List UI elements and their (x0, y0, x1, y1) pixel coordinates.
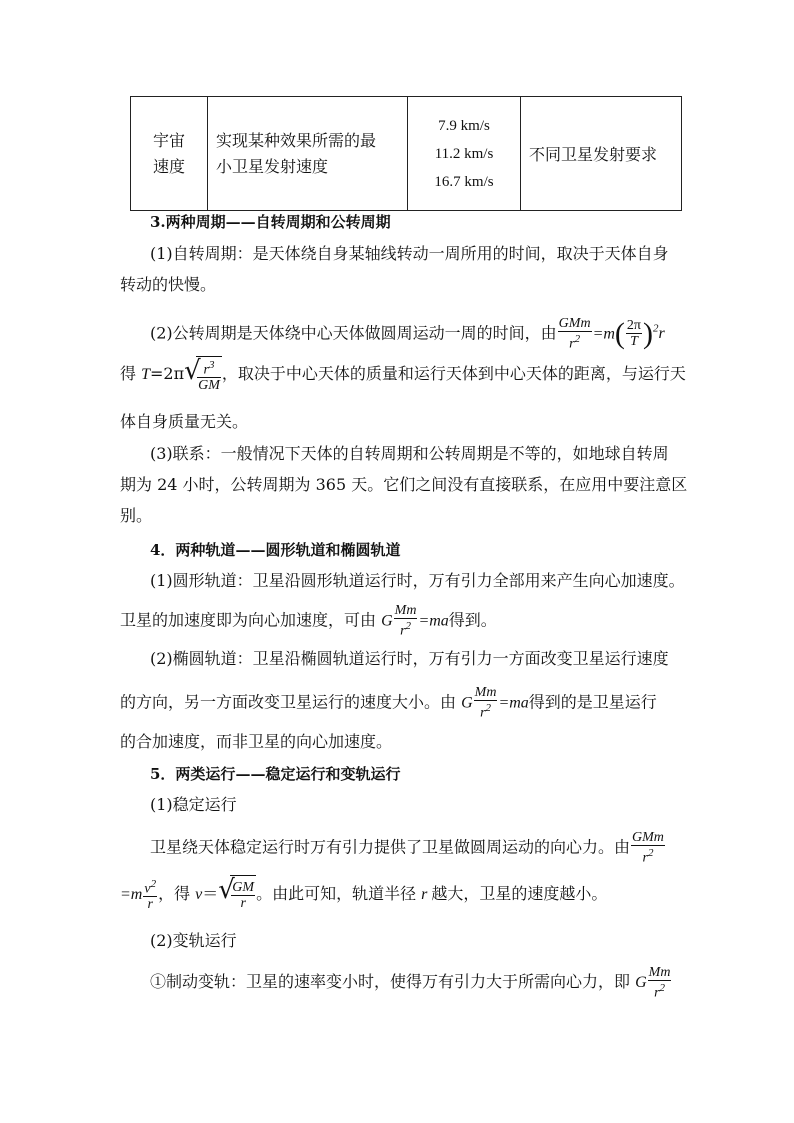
table-cell-note (521, 97, 682, 211)
speed-value: 16.7 km/s (434, 173, 494, 190)
formula-text: T (141, 366, 150, 384)
paragraph-line: (3)联系：一般情况下天体的自转周期和公转周期是不等的，如地球自转周 (150, 444, 669, 463)
paragraph-text: ，取决于中心天体的质量和运行天体到中心天体的距离，与运行天 (221, 364, 686, 384)
speed-value: 7.9 km/s (438, 117, 490, 134)
formula-v2-over-r: $\frac{v^2}{r}$ (144, 877, 157, 913)
section-heading: 5．两类运行——稳定运行和变轨运行 (150, 765, 401, 783)
formula-text: =ma (498, 694, 529, 712)
paragraph-line (150, 312, 710, 352)
paren-right: ) (643, 316, 653, 350)
formula-text: G (635, 974, 647, 991)
paragraph-text: 越大，卫星的速度越小。 (431, 884, 608, 903)
formula-text: G (381, 612, 393, 630)
speed-value: 11.2 km/s (434, 145, 494, 162)
formula-text: G (461, 694, 473, 712)
table-row (131, 97, 682, 211)
paragraph-text: (2)公转周期是天体绕中心天体做圆周运动一周的时间，由 (150, 323, 557, 343)
paragraph-text: 的方向，另一方面改变卫星运行的速度大小。由 (120, 692, 462, 712)
formula-gmm-over-r2: $\frac{\text{GMm}}{r^2}$ (632, 830, 664, 866)
paragraph-line (120, 356, 686, 394)
paragraph-line: (2)椭圆轨道：卫星沿椭圆轨道运行时，万有引力一方面改变卫星运行速度 (150, 649, 669, 668)
formula-mm-over-r2: $\frac{Mm}{r^2}$ (394, 603, 417, 639)
formula-mm-over-r2: $\frac{Mm}{r^2}$ (474, 685, 497, 721)
table-cell-values (408, 97, 521, 211)
sqrt-formula: √ $\frac{GM}{r}$ (218, 875, 256, 914)
sqrt-formula: √ $\frac{r^3}{GM}$ (184, 356, 220, 394)
paragraph-line (120, 875, 680, 913)
paragraph-text: 卫星绕天体稳定运行时万有引力提供了卫星做圆周运动的向心力。由 (150, 837, 631, 857)
paren-left: ( (614, 316, 625, 350)
paragraph-text: ，得 (158, 884, 196, 903)
formula-text: =m (592, 325, 615, 343)
formula-text: $^2$r (653, 323, 665, 343)
paragraph-line: 转动的快慢。 (120, 275, 217, 294)
paragraph-text: 得到。 (448, 610, 497, 630)
formula-2pi-over-t: $\frac{2\pi}{T}$ (626, 318, 641, 350)
formula-gmm-over-r2: $\frac{\text{GMm}}{r^2}$ (558, 316, 591, 352)
formula-text: v (195, 886, 203, 903)
paragraph-line: 期为 24 小时，公转周期为 365 天。它们之间没有直接联系，在应用中要注意区 (120, 475, 688, 494)
paragraph-line (120, 603, 680, 637)
formula-text: r (421, 886, 432, 903)
paragraph-line: (1)圆形轨道：卫星沿圆形轨道运行时，万有引力全部用来产生向心加速度。 (150, 571, 685, 590)
formula-text: =ma (418, 612, 449, 630)
paragraph-text: 卫星的加速度即为向心加速度，可由 (120, 610, 382, 630)
term-line: 速度 (152, 156, 185, 176)
definition-line: 实现某种效果所需的最 (216, 130, 377, 150)
table-cell-definition (208, 97, 408, 211)
paragraph-text: ①制动变轨：卫星的速率变小时，使得万有引力大于所需向心力，即 (150, 972, 636, 991)
paragraph-line: (1)自转周期：是天体绕自身某轴线转动一周所用的时间，取决于天体自身 (150, 244, 669, 263)
section-heading: 4．两种轨道——圆形轨道和椭圆轨道 (150, 541, 401, 559)
paragraph-text: 得 (120, 364, 142, 384)
note-text: 不同卫星发射要求 (529, 145, 658, 164)
definition-line: 小卫星发射速度 (216, 156, 329, 176)
subheading: (1)稳定运行 (150, 795, 237, 814)
paragraph-line (150, 830, 710, 864)
subheading: (2)变轨运行 (150, 931, 237, 950)
paragraph-line (150, 963, 710, 1001)
paragraph-line: 体自身质量无关。 (120, 412, 249, 431)
cosmic-speed-table (130, 96, 682, 211)
formula-text: ＝ (202, 884, 219, 903)
formula-text: =2π (150, 364, 185, 384)
paragraph-text: 。由此可知，轨道半径 (256, 884, 422, 903)
paragraph-text: 得到的是卫星运行 (528, 692, 657, 712)
paragraph-line: 的合加速度，而非卫星的向心加速度。 (120, 732, 393, 751)
table-cell-term (131, 97, 208, 211)
formula-text: =m (120, 886, 143, 903)
paragraph-line (120, 685, 680, 719)
section-heading: 3.两种周期——自转周期和公转周期 (150, 213, 391, 231)
formula-mm-over-r2: $\frac{Mm}{r^2}$ (648, 964, 671, 1001)
paragraph-line: 别。 (120, 506, 153, 525)
term-line: 宇宙 (152, 130, 185, 150)
